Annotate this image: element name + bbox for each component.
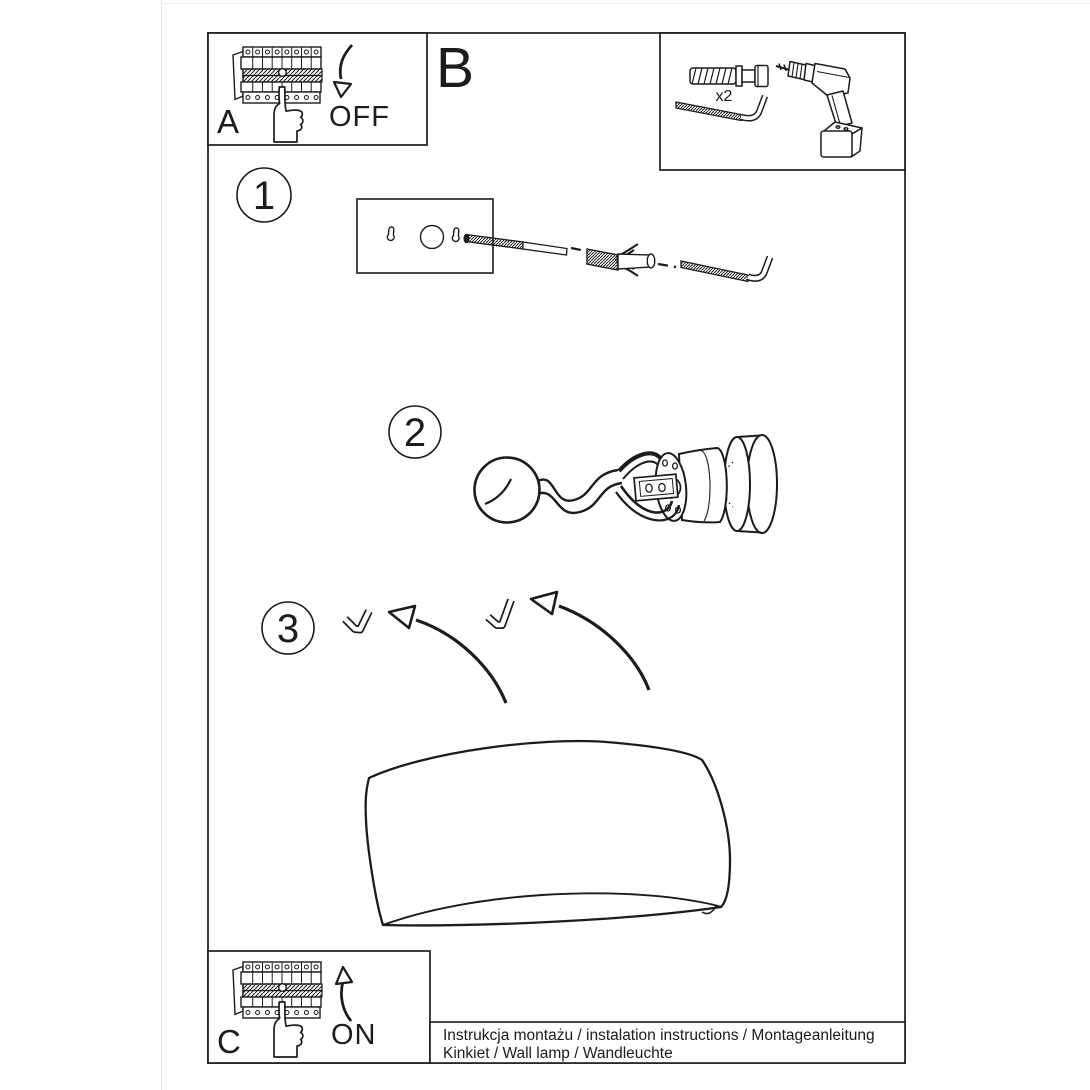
lamp-shade-drawing bbox=[366, 741, 730, 925]
breaker-panel-c bbox=[233, 962, 322, 1018]
footer-box bbox=[430, 1022, 905, 1063]
section-a-box bbox=[208, 33, 427, 145]
hook-right-icon bbox=[488, 600, 511, 625]
on-label: ON bbox=[331, 1019, 377, 1051]
step-3-badge bbox=[262, 602, 314, 654]
section-c-box bbox=[208, 951, 430, 1063]
anchor-qty-label: x2 bbox=[715, 88, 733, 105]
footer-line-2: Kinkiet / Wall lamp / Wandleuchte bbox=[443, 1045, 673, 1062]
section-c-label: C bbox=[217, 1023, 241, 1060]
keyhole-left bbox=[387, 227, 394, 241]
footer-line-1: Instrukcja montażu / instalation instructions / Montageanleitung bbox=[443, 1027, 875, 1044]
hang-arrow-right-icon bbox=[531, 592, 649, 690]
hook-screw-step1-icon bbox=[681, 257, 770, 282]
dash-connector-1 bbox=[571, 248, 586, 251]
keyhole-right bbox=[452, 228, 459, 242]
step-1-number: 1 bbox=[252, 174, 276, 218]
section-a-label: A bbox=[217, 103, 240, 140]
lamp-socket-icon bbox=[634, 435, 777, 533]
parts-box bbox=[660, 33, 905, 170]
wall-plug-icon bbox=[690, 66, 768, 87]
hook-left-icon bbox=[345, 611, 369, 630]
page-edge-line bbox=[161, 0, 162, 1090]
step-2-badge bbox=[389, 406, 441, 458]
off-label: OFF bbox=[329, 101, 390, 133]
wall-anchor-icon bbox=[587, 244, 655, 276]
plate-center-hole bbox=[421, 226, 444, 249]
breaker-panel-a bbox=[233, 47, 322, 103]
step-1-badge bbox=[237, 168, 291, 222]
section-b-label: B bbox=[436, 36, 475, 100]
step-2-number: 2 bbox=[403, 411, 427, 455]
step-3-number: 3 bbox=[276, 607, 300, 651]
dash-connector-2 bbox=[658, 264, 676, 267]
wire-outlet-icon bbox=[475, 458, 540, 523]
page-top-edge-line bbox=[161, 3, 1090, 4]
